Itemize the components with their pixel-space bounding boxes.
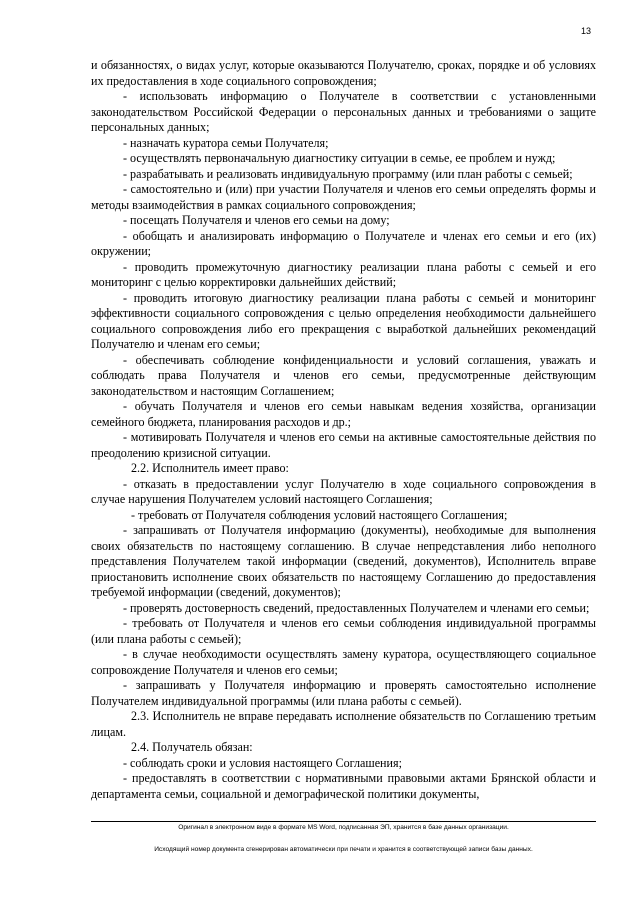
page-number: 13 — [580, 26, 591, 36]
paragraph: - проводить итоговую диагностику реализации плана работы с семьей и мониторинг эффективности социального сопровождения с целью определения необходимости дальнейшего социального сопровождения либо его прекращения с выработкой дальнейших рекомендаций Получателю и членам его семьи; — [91, 290, 596, 351]
paragraph: - в случае необходимости осуществлять замену куратора, осуществляющего социальное сопровождение Получателя и членов его семьи; — [91, 647, 596, 677]
paragraph: - мотивировать Получателя и членов его семьи на активные самостоятельные действия по преодолению кризисной ситуации. — [91, 430, 596, 460]
paragraph: - предоставлять в соответствии с нормативными правовыми актами Брянской области и департамента семьи, социальной и демографической политики документы, — [91, 771, 596, 801]
paragraph: - проводить промежуточную диагностику реализации плана работы с семьей и его мониторинг с целью корректировки дальнейших действий; — [91, 259, 596, 289]
paragraph: - обучать Получателя и членов его семьи навыкам ведения хозяйства, организации семейного бюджета, планирования расходов и др.; — [91, 399, 596, 429]
paragraph: - самостоятельно и (или) при участии Получателя и членов его семьи определять формы и методы взаимодействия в рамках социального сопровождения; — [91, 182, 596, 212]
paragraph: - соблюдать сроки и условия настоящего Соглашения; — [123, 755, 402, 770]
paragraph: - запрашивать от Получателя информацию (документы), необходимые для выполнения своих обязательств по настоящему соглашению. В случае непредставления либо неполного представления Получателем такой информации (сведений, документов), Исполнитель вправе приостановить исполнение своих обязательств по настоящему Соглашению до предоставления требуемой информации (сведений, документов); — [91, 523, 596, 599]
paragraph: - требовать от Получателя и членов его семьи соблюдения индивидуальной программы (или плана работы с семьей); — [91, 616, 596, 646]
paragraph: - осуществлять первоначальную диагностику ситуации в семье, ее проблем и нужд; — [123, 151, 556, 165]
paragraph: 2.4. Получатель обязан: — [131, 740, 253, 754]
paragraph: - использовать информацию о Получателе в соответствии с установленными законодательством Российской Федерации о персональных данных и требованиями о защите персональных данных; — [91, 89, 596, 134]
paragraph: - требовать от Получателя соблюдения условий настоящего Соглашения; — [131, 507, 508, 522]
paragraph: - обеспечивать соблюдение конфиденциальности и условий соглашения, уважать и соблюдать права Получателя и членов его семьи, предусмотренные действующим законодательством и настоящим Соглашением; — [91, 352, 596, 398]
footer-original-note: Оригинал в электронном виде в формате MS Word, подписанная ЭП, хранится в базе данных организации. — [178, 824, 509, 831]
paragraph: - назначать куратора семьи Получателя; — [123, 135, 329, 150]
paragraph: 2.3. Исполнитель не вправе передавать исполнение обязательств по Соглашению третьим лицам. — [91, 709, 596, 739]
paragraph: 2.2. Исполнитель имеет право: — [131, 461, 289, 475]
paragraph: - запрашивать у Получателя информацию и проверять самостоятельно исполнение Получателем индивидуальной программы (или плана работы с семьей). — [91, 678, 596, 708]
paragraph: - проверять достоверность сведений, предоставленных Получателем и членами его семьи; — [123, 600, 590, 615]
paragraph: - отказать в предоставлении услуг Получателю в ходе социального сопровождения в случае нарушения Получателем условий настоящего Соглашения; — [91, 476, 596, 506]
paragraph: - посещать Получателя и членов его семьи на дому; — [123, 213, 390, 227]
document-body — [91, 58, 596, 802]
footer-number-note: Исходящий номер документа сгенерирован автоматически при печати и хранится в соответствующей записи базы данных. — [154, 846, 533, 853]
paragraph: и обязанностях, о видах услуг, которые оказываются Получателю, сроках, порядке и об условиях их предоставления в ходе социального сопровождения; — [91, 58, 596, 88]
paragraph: - разрабатывать и реализовать индивидуальную программу (или план работы с семьей; — [123, 166, 573, 181]
paragraph: - обобщать и анализировать информацию о Получателе и членах его семьи и его (их) окружении; — [91, 228, 596, 258]
footer-divider — [91, 821, 596, 822]
